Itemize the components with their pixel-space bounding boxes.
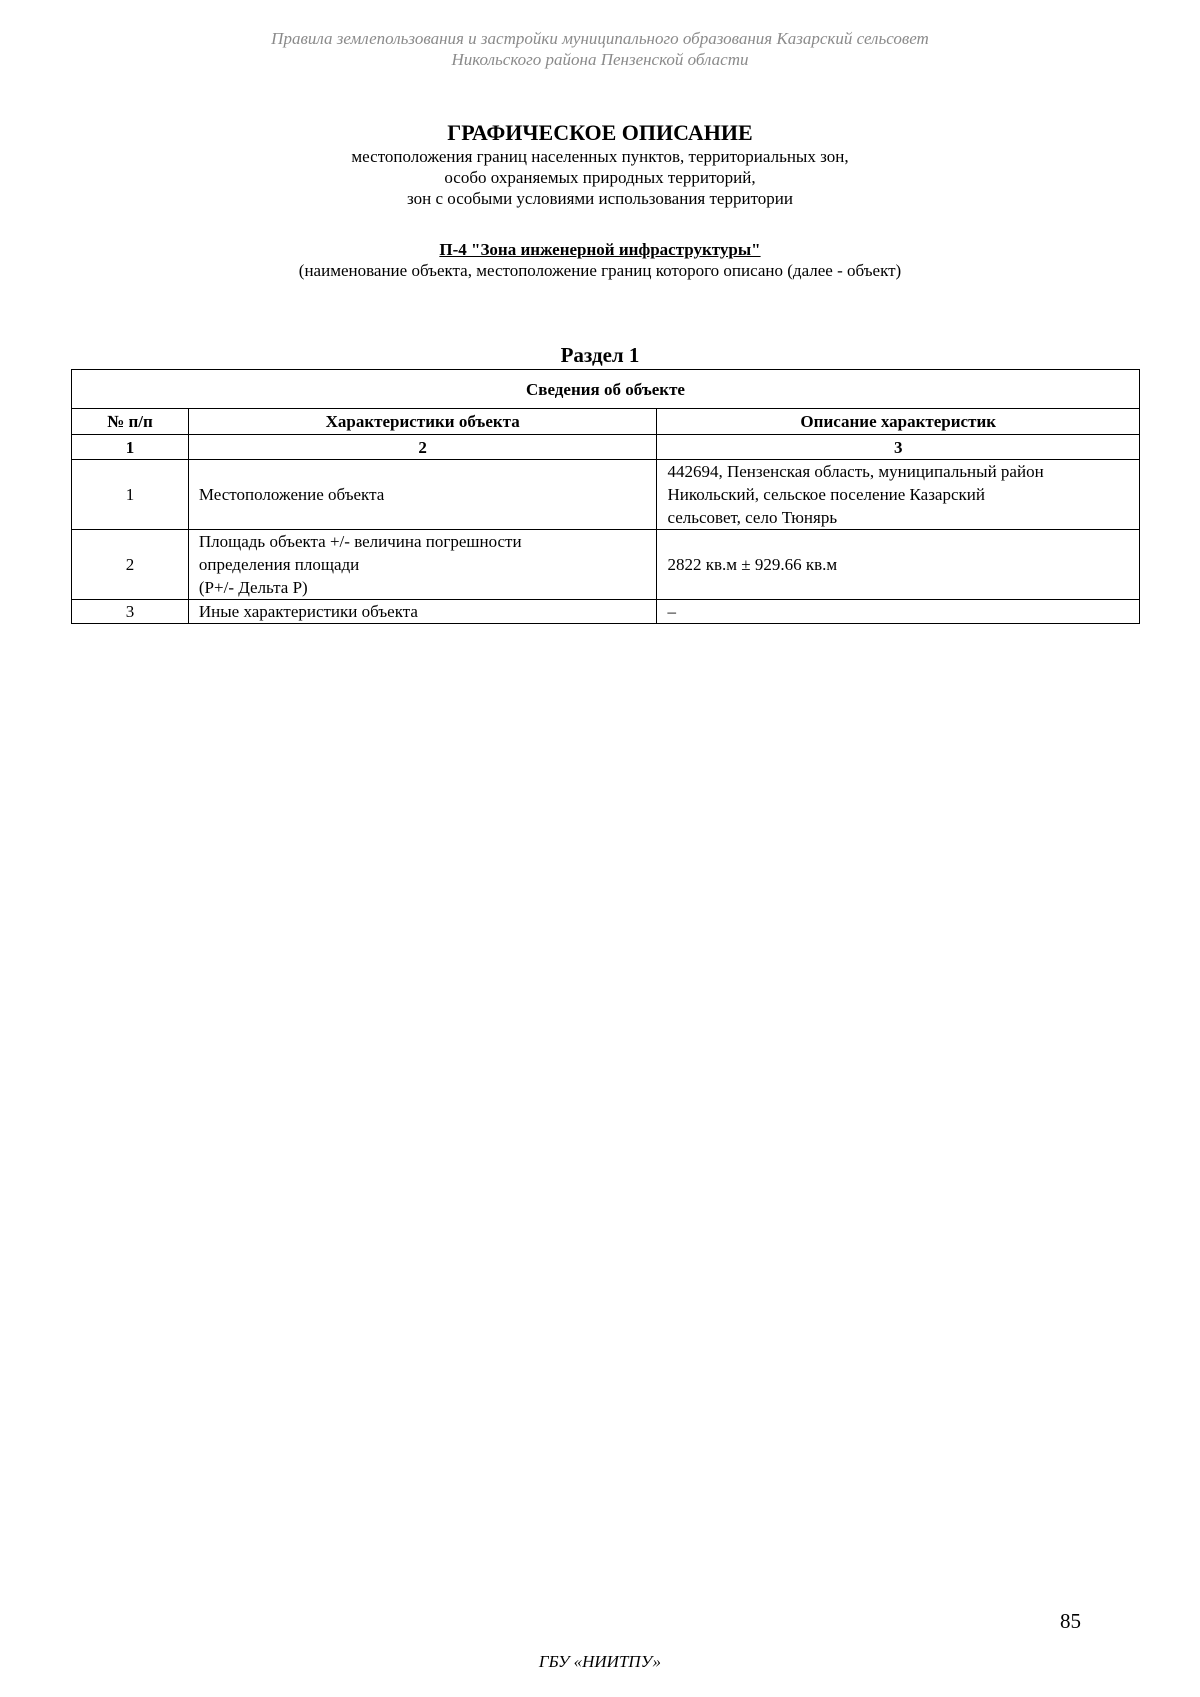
row-number: 2 (72, 530, 189, 600)
subtitle-line-2: особо охраняемых природных территорий, (444, 168, 756, 187)
table-row (72, 460, 1140, 530)
table-caption: Сведения об объекте (72, 370, 1140, 409)
row-number: 3 (72, 600, 189, 624)
running-header-line-2: Никольского района Пензенской области (451, 50, 749, 69)
object-note: (наименование объекта, местоположение границ которого описано (далее - объект) (298, 261, 902, 280)
column-number: 2 (188, 435, 657, 460)
cell-line: определения площади (198, 555, 360, 574)
object-name: П-4 "Зона инженерной инфраструктуры" (439, 240, 761, 259)
row-description (657, 530, 1140, 600)
subtitle-line-3: зон с особыми условиями использования территории (407, 189, 793, 208)
column-number: 1 (72, 435, 189, 460)
cell-line: сельсовет, село Тюнярь (667, 508, 838, 527)
table-header-row (72, 409, 1140, 435)
object-block (0, 239, 1200, 281)
row-number: 1 (72, 460, 189, 530)
row-description (657, 600, 1140, 624)
column-header-characteristic: Характеристики объекта (188, 409, 657, 435)
cell-line: 442694, Пензенская область, муниципальный район (667, 462, 1044, 481)
footer-organization: ГБУ «НИИТПУ» (538, 1652, 662, 1671)
row-characteristic (188, 530, 657, 600)
section-heading: Раздел 1 (560, 343, 640, 367)
cell-line: Площадь объекта +/- величина погрешности (198, 532, 522, 551)
cell-line: Никольский, сельское поселение Казарский (667, 485, 985, 504)
page-number: 85 (1060, 1609, 1081, 1633)
table-row (72, 600, 1140, 624)
subtitle-line-1: местоположения границ населенных пунктов, территориальных зон, (351, 147, 849, 166)
table-caption-row (72, 370, 1140, 409)
row-characteristic (188, 460, 657, 530)
document-title: ГРАФИЧЕСКОЕ ОПИСАНИЕ (447, 120, 753, 145)
row-characteristic (188, 600, 657, 624)
column-number-row (72, 435, 1140, 460)
title-block (0, 120, 1200, 209)
cell-line: 2822 кв.м ± 929.66 кв.м (667, 555, 838, 574)
cell-line: – (667, 602, 676, 621)
cell-line: (Р+/- Дельта Р) (198, 578, 308, 597)
table-row (72, 530, 1140, 600)
column-header-description: Описание характеристик (657, 409, 1140, 435)
running-header-line-1: Правила землепользования и застройки муниципального образования Казарский сельсовет (271, 29, 929, 48)
object-info-table (71, 369, 1140, 624)
cell-line: Иные характеристики объекта (198, 602, 418, 621)
column-number: 3 (657, 435, 1140, 460)
running-header (0, 28, 1200, 70)
cell-line: Местоположение объекта (198, 485, 385, 504)
column-header-number: № п/п (72, 409, 189, 435)
row-description (657, 460, 1140, 530)
